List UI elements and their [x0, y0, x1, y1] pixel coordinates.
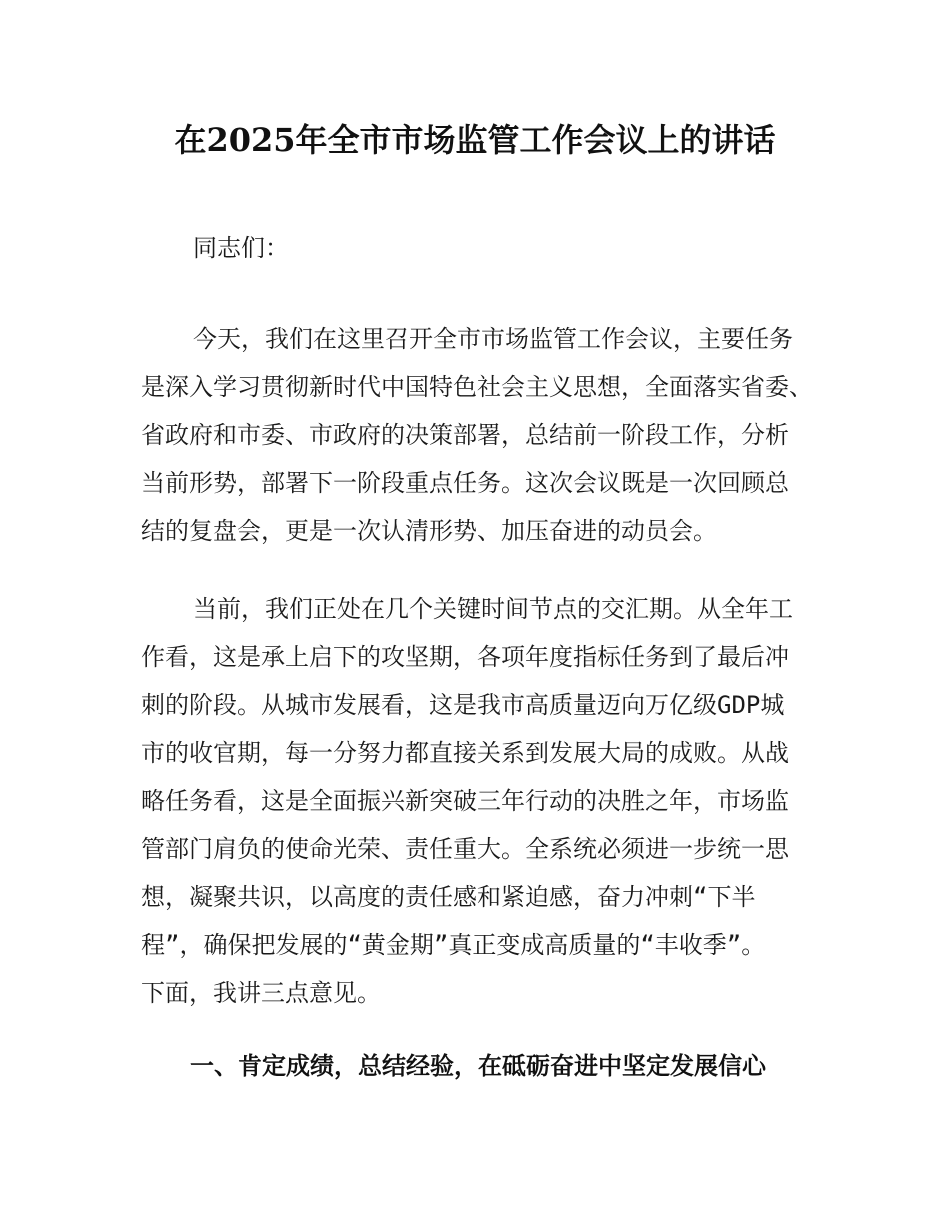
paragraph-2-line: 下面，我讲三点意见。 [141, 979, 381, 1007]
salutation-text: 同志们： [193, 234, 289, 262]
paragraph-2-line: 想，凝聚共识，以高度的责任感和紧迫感，奋力冲刺“下半 [141, 883, 756, 911]
paragraph-2 [141, 585, 827, 1017]
paragraph-1-line: 当前形势，部署下一阶段重点任务。这次会议既是一次回顾总 [141, 469, 789, 497]
paragraph-2-line: 刺的阶段。从城市发展看，这是我市高质量迈向万亿级GDP城 [141, 691, 785, 719]
paragraph-1-line: 省政府和市委、市政府的决策部署，总结前一阶段工作，分析 [141, 421, 789, 449]
paragraph-2-line: 管部门肩负的使命光荣、责任重大。全系统必须进一步统一思 [141, 835, 789, 863]
paragraph-1-line: 结的复盘会，更是一次认清形势、加压奋进的动员会。 [141, 517, 717, 545]
paragraph-2-line: 作看，这是承上启下的攻坚期，各项年度指标任务到了最后冲 [141, 643, 789, 671]
paragraph-1-line: 是深入学习贯彻新时代中国特色社会主义思想，全面落实省委、 [141, 373, 813, 401]
paragraph-2-line: 市的收官期，每一分努力都直接关系到发展大局的成败。从战 [141, 739, 789, 767]
paragraph-1-line: 今天，我们在这里召开全市市场监管工作会议，主要任务 [193, 325, 793, 353]
paragraph-1 [141, 315, 827, 555]
paragraph-2-line: 略任务看，这是全面振兴新突破三年行动的决胜之年，市场监 [141, 787, 789, 815]
document-title: 在2025年全市市场监管工作会议上的讲话 [174, 121, 776, 159]
salutation [141, 224, 827, 272]
paragraph-2-line: 当前，我们正处在几个关键时间节点的交汇期。从全年工 [193, 595, 793, 623]
paragraph-2-line: 程”，确保把发展的“黄金期”真正变成高质量的“丰收季”。 [141, 931, 766, 959]
section-heading-1: 一、肯定成绩，总结经验，在砥砺奋进中坚定发展信心 [190, 1052, 766, 1080]
